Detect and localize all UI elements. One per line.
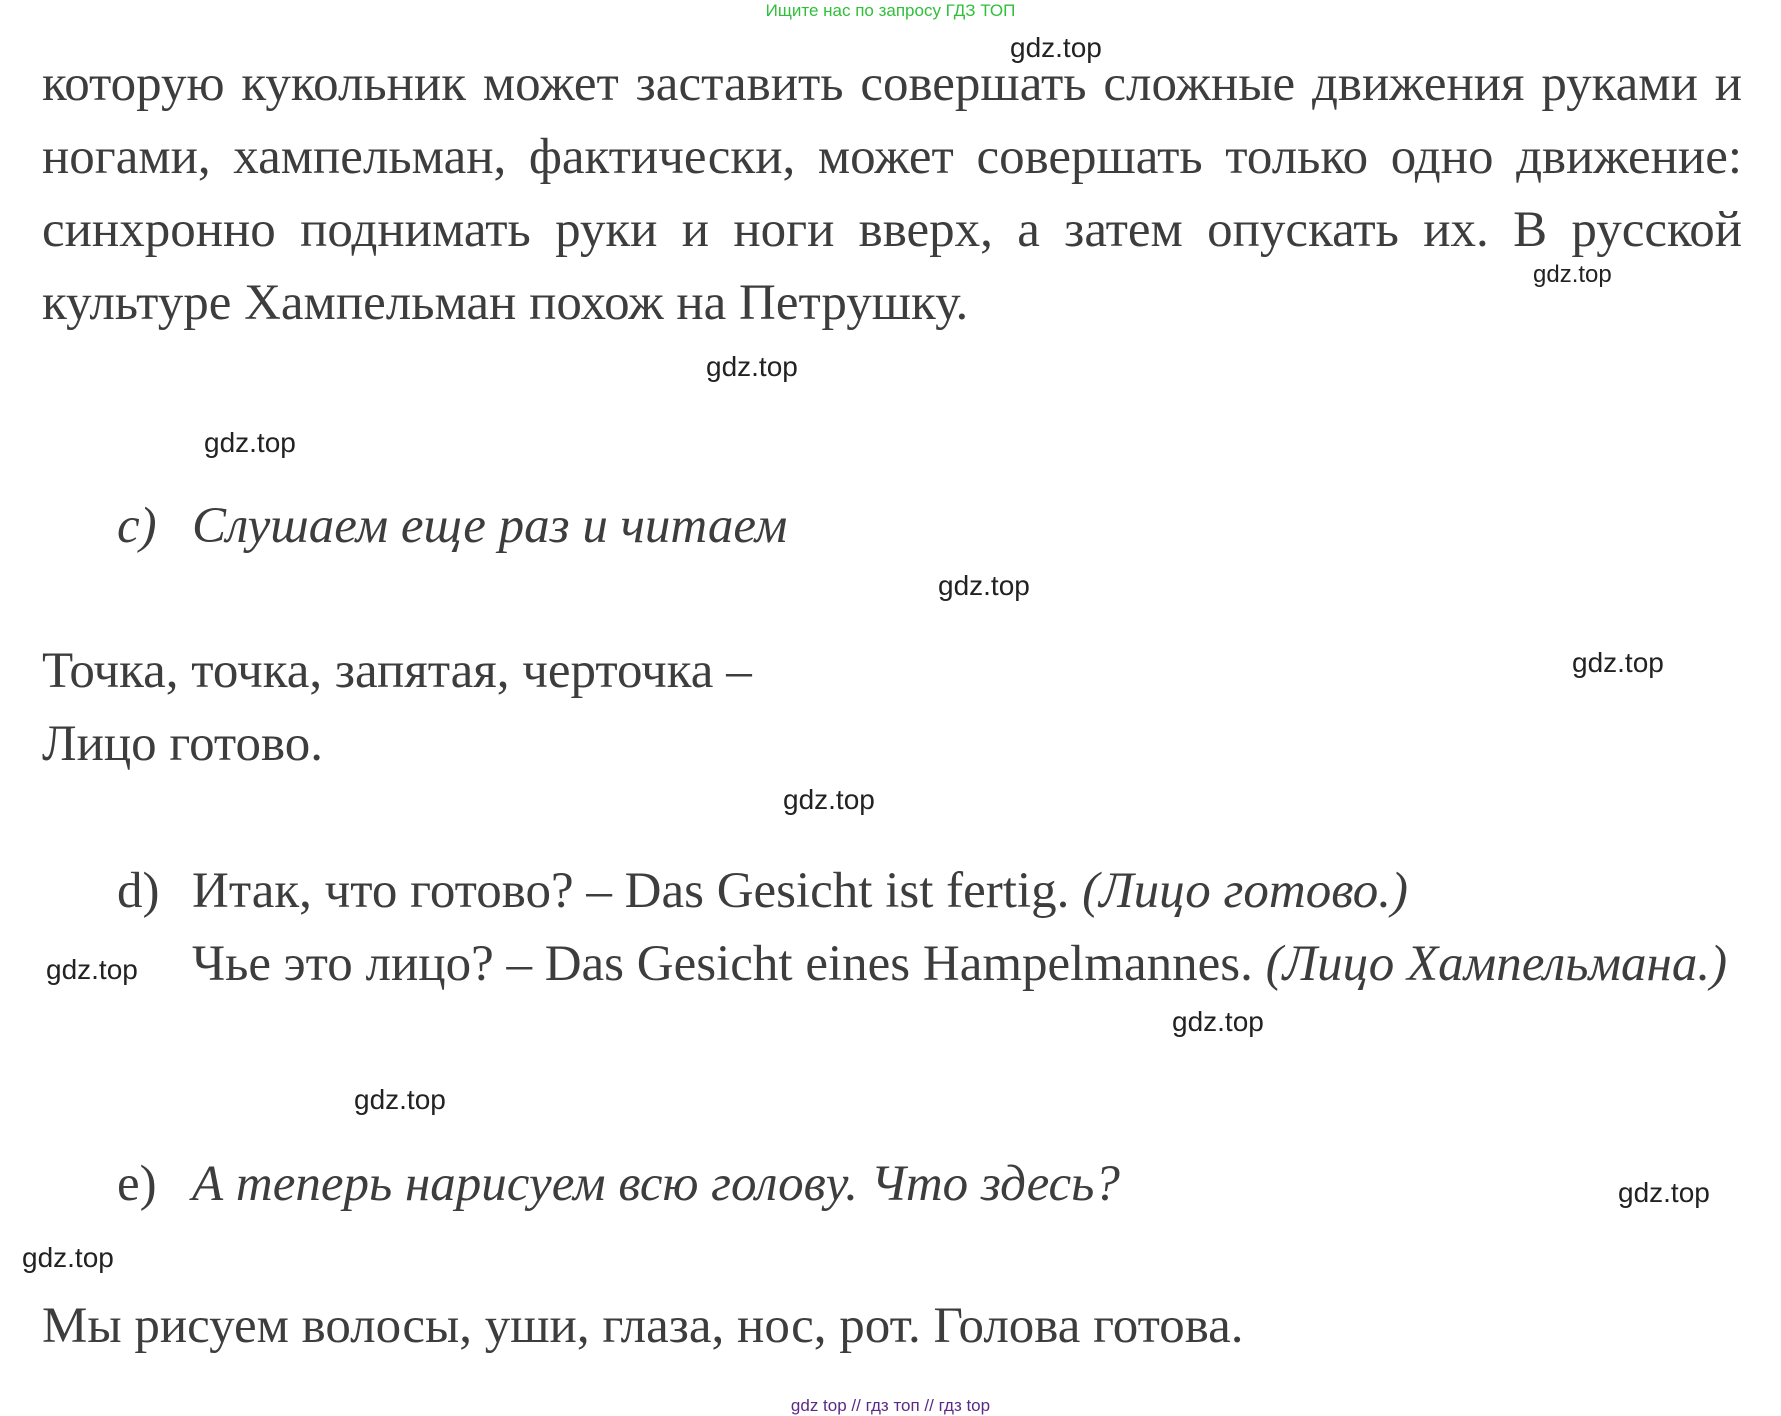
- section-c-label: c): [117, 498, 157, 554]
- watermark: gdz.top: [1010, 32, 1102, 63]
- watermark: gdz.top: [1533, 261, 1612, 288]
- section-d-line-1: [192, 855, 1408, 928]
- watermark: gdz.top: [783, 784, 875, 815]
- section-c-heading: Слушаем еще раз и читаем: [192, 498, 788, 554]
- watermark: gdz.top: [204, 427, 296, 458]
- watermark: gdz.top: [354, 1084, 446, 1115]
- section-e-label: e): [117, 1156, 157, 1212]
- answer-text: Мы рисуем волосы, уши, глаза, нос, рот. Голова готова.: [42, 1298, 1244, 1354]
- poem-line-1: Точка, точка, запятая, черточка –: [42, 643, 752, 699]
- section-d-question-2: Чье это лицо? – Das Gesicht eines Hampelmannes.: [192, 936, 1266, 992]
- section-d-line-2: [192, 928, 1742, 1001]
- watermark: gdz.top: [1572, 647, 1664, 678]
- watermark: gdz.top: [22, 1242, 114, 1273]
- section-d-translation-2: (Лицо Хампельмана.): [1265, 936, 1728, 992]
- section-d-question-1: Итак, что готово? – Das Gesicht ist fertig.: [192, 863, 1083, 919]
- section-d-translation-1: (Лицо готово.): [1082, 863, 1408, 919]
- paragraph-text: которую кукольник может заставить совершать сложные движения руками и ногами, хампельман, фактически, может совершать только одно движение: синхронно поднимать руки и ноги вверх, а затем опускать их. В русской культуре Хампельман похож на Петрушку.: [42, 56, 1742, 331]
- watermark: gdz.top: [938, 570, 1030, 601]
- watermark: gdz.top: [706, 351, 798, 382]
- search-banner: Ищите нас по запросу ГДЗ ТОП: [765, 1, 1016, 20]
- watermark: gdz.top: [46, 954, 138, 985]
- watermark: gdz.top: [1618, 1177, 1710, 1208]
- poem-line-2: Лицо готово.: [42, 716, 323, 772]
- footer-links: gdz top // гдз топ // гдз top: [790, 1396, 991, 1415]
- section-e-heading: А теперь нарисуем всю голову. Что здесь?: [192, 1156, 1120, 1212]
- watermark: gdz.top: [1172, 1006, 1264, 1037]
- section-d-label: d): [117, 863, 160, 919]
